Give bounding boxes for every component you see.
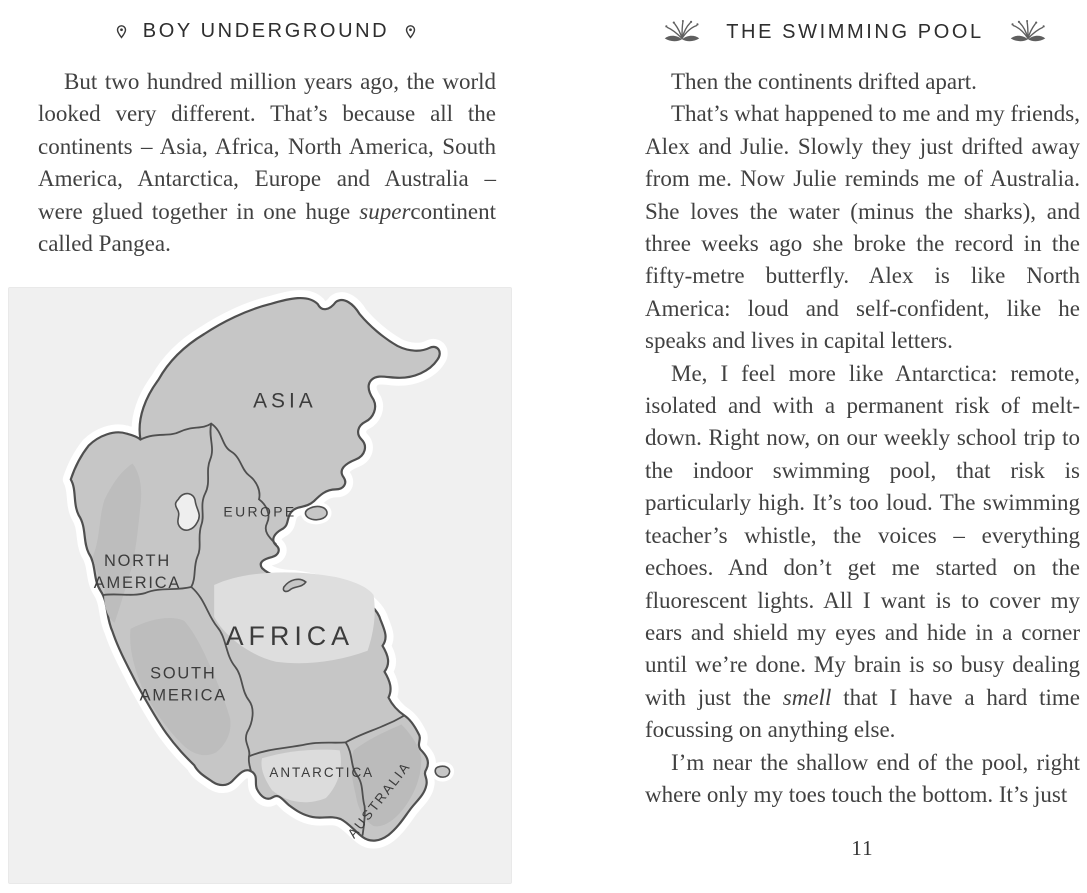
- water-splash-icon: [662, 20, 702, 44]
- map-label-europe: EUROPE: [223, 503, 297, 520]
- right-chapter-header: [630, 20, 1080, 44]
- map-label-antarctica: ANTARCTICA: [269, 765, 375, 781]
- left-chapter-title: BOY UNDERGROUND: [142, 20, 390, 42]
- body-paragraph: But two hundred million years ago, the world looked very different. That’s because all the continents – Asia, Africa, North America, South America, Antarctica, Europe and Australia – were glued together in one huge supercontinent called Pangea.: [38, 69, 496, 257]
- map-label-south-america: AMERICA: [139, 686, 227, 705]
- map-label-north-america: NORTH: [103, 552, 172, 571]
- island: [305, 506, 327, 519]
- map-label-africa: AFRICA: [225, 620, 355, 651]
- body-paragraph: Then the continents drifted apart.: [671, 69, 977, 94]
- water-splash-icon: [1008, 20, 1048, 44]
- left-page-text: [38, 66, 496, 260]
- map-label-north-america: AMERICA: [93, 573, 182, 592]
- body-paragraph: Me, I feel more like Antarctica: remote, isolated and with a permanent risk of melt-down. Right now, on our weekly school trip to the indoor swimming pool, that risk is particularly high. It’s too loud. The swimming teacher’s whistle, the voices – everything echoes. And don’t get me started on the fluorescent lights. All I want is to cover my ears and shield my eyes and hide in a corner until we’re done. My brain is so busy dealing with just the smell that I have a hard time focussing on anything else.: [645, 360, 1080, 743]
- left-chapter-header: [30, 20, 502, 43]
- map-label-asia: ASIA: [253, 389, 317, 413]
- right-page-text: [645, 66, 1080, 811]
- page-number: 11: [851, 836, 874, 860]
- map-pin-icon: [114, 22, 129, 41]
- pangea-map-figure: [8, 287, 512, 884]
- pangea-map-illustration: [9, 288, 511, 883]
- body-paragraph: I’m near the shallow end of the pool, right where only my toes touch the bottom. It’s just: [645, 749, 1080, 807]
- right-chapter-title: THE SWIMMING POOL: [726, 20, 984, 43]
- map-pin-icon: [403, 22, 418, 41]
- map-label-south-america: SOUTH: [150, 664, 217, 683]
- body-paragraph: That’s what happened to me and my friends, Alex and Julie. Slowly they just drifted away from me. Now Julie reminds me of Australia. She loves the water (minus the sharks), and three weeks ago she broke the record in the fifty-metre butterfly. Alex is like North America: loud and self-confident, like he speaks and lives in capital letters.: [645, 101, 1080, 354]
- map-label-australia: AUSTRALIA: [344, 758, 414, 841]
- island: [435, 766, 449, 777]
